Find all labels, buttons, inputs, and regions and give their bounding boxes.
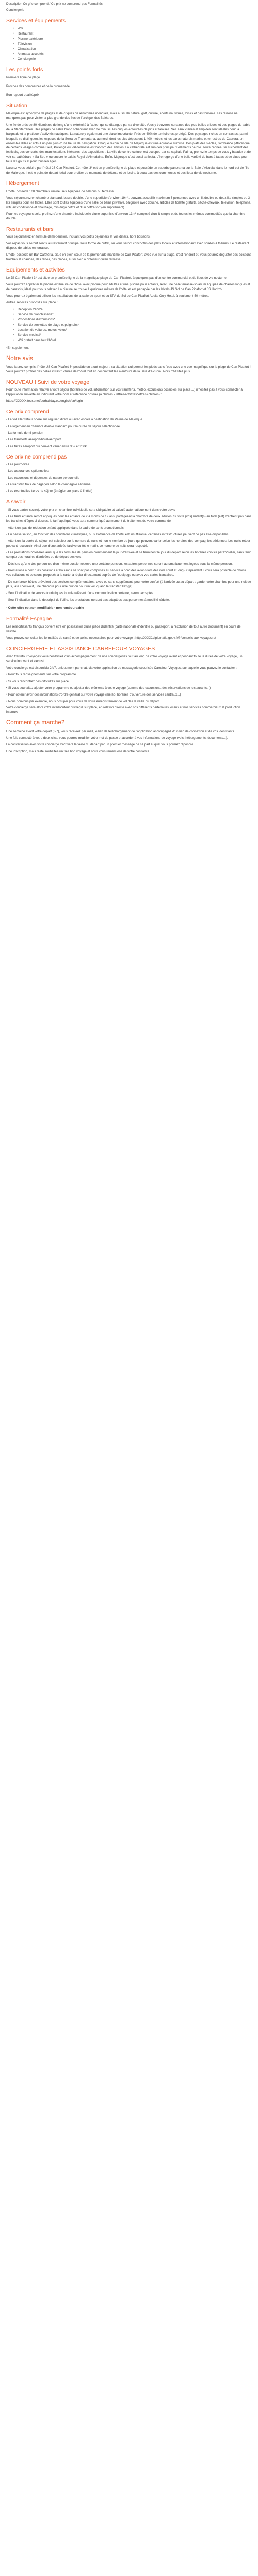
list-item: • Piscine extérieure: [13, 37, 252, 42]
situation-paragraph: Une île de près de 80 kilomètres de long d'une extrémité à l'autre, qui se distingue par sa diversité. Vous y trouverez certaines des plus belles criques et des plages de sable de la Méditerranée. Des plages de sable blanc cohabitent avec de minuscules criques entourées de pins et falaises. Ses eaux claires et limpides sont idéales pour la baignade et la pratique d'activités nautiques. La nature y également une place importante. Près de 40% de territoire est protégé. Des paysages riches en contrastes, parmi lesquels se distinguent les espaces de la Serra de Tramuntana, au nord, dont les pics dépassent 1 400 mètres, et les parcs naturels marins et terrestres de Cabrera, un ensemble d'îles et îlots à un peu plus d'une heure de navigation. Chaque recoin de l'île de Majorque est une agréable surprise. Des plats des siècles, l'ambiance pittoresque de certains villages comme Deià, Pollença ou Valldemossa est l'accord des artistes. La cathédrale est l'un des principaux éléments de l'île. Toute l'année, se succèdent des festivals, des concerts, des manifestations littéraires, des expositions... La ville de centre culturel est occupée par sa capitale Palma, prenez le temps de vous y balader et de voir sa cathédrale « Sa Seu » ou encore le palais Royal d'Almudaina. Enfin, Majorque c'est aussi la fiesta. L'île regorge d'une belle variété de bars à tapas et de clubs pour tous les goûts et pour tous les âges.: [6, 123, 251, 164]
list-item: - De nombreux hôtels prévoient des services complémentaires, avec ou sans supplément, pour votre confort (à l'arrivée ou au départ : garder votre chambre pour une nuit de plus, late check-out, une chambre pour une nuit ou pour un vol, quand le transfert l'exige).: [6, 580, 251, 588]
services-title: Services et équipements: [6, 17, 66, 24]
points-forts-title: Les points forts: [6, 66, 43, 73]
list-item: - Les taxes aéroport qui peuvent varier entre 30€ et 200€: [6, 444, 87, 448]
list-item: - Les prestations hôtelières ainsi que les formules de pension commencent le jour d'arrivée et se terminent le jour du départ selon les horaires choisis par l'hôtelier, sans tenir compte des horaires d'arrivées ou de départ des vols: [6, 550, 251, 559]
services-list: [13, 27, 252, 62]
list-item: • Si vous rencontrez des difficultés sur place: [6, 679, 69, 683]
list-item: • Télévision: [13, 42, 252, 47]
list-item: • Nous pouvons par exemple, nous occuper pour vous de votre enregistrement de vol dès la veille du départ: [6, 699, 159, 703]
restaurants-paragraph: Vos repas vous seront servis au restaurant principal sous forme de buffet, où vous seront concoctés des plats locaux et internationaux avec soirées à thèmes. Le restaurant dispose de tables en terrasse.: [6, 242, 249, 250]
activites-paragraph: Vous pourrez également utiliser les installations de la salle de sport et du SPA du Sol de Can Picafort Adults Only Hotel, à seulement 50 mètres.: [6, 294, 209, 298]
comment-paragraph: Une semaine avant votre départ (J-7), vous recevrez par mail, le lien de téléchargement de l'application accompagné d'un lien de connexion et de vos identifiants.: [6, 730, 235, 734]
list-item: - Les excursions et dépenses de nature personnelle: [6, 476, 80, 480]
ne-comprend-title: Ce prix ne comprend pas: [6, 453, 67, 460]
hebergement-paragraph: Pour les voyageurs solo, profitez d'une chambre individuelle d'une superficie d'environ 13m² composé d'un lit simple et de toutes les mêmes commodités que la chambre double.: [6, 212, 245, 221]
list-item: - La formule demi-pension: [6, 431, 43, 435]
list-item: - Le vol aller/retour opéré sur régulier, direct ou avec escale à destination de Palma de Majorque: [6, 417, 142, 421]
hebergement-title: Hébergement: [6, 180, 39, 187]
conciergerie-closing: Votre concierge sera alors votre interlocuteur privilégié sur place, en relation directe avec nos différents partenaires locaux et nos services commerciaux et production internes.: [6, 706, 240, 715]
list-item: - Les éventuelles taxes de séjour (à régler sur place à l'hôtel): [6, 489, 92, 494]
list-item: - Le transfert frais de bagages selon la compagnie aérienne: [6, 483, 91, 487]
point-fort: Bon rapport qualité/prix: [6, 93, 39, 97]
list-item: - Les tarifs enfants seront appliqués pour les enfants de 2 à moins de 12 ans, partageant la chambre de deux adultes. Si votre (vos) enfant(s) au total (est) n'entrent pas dans les tranches d'âges ci-dessus, le tarif appliqué vous sera communiqué au moment du traitement de votre commande: [6, 514, 252, 523]
comment-paragraph: Une fois connecté à votre deux clics, vous pourrez modifier votre mot de passe et accéder à vos informations de voyage (vols, hébergements, documents...).: [6, 736, 228, 740]
activites-title: Équipements et activités: [6, 267, 65, 274]
hebergement-paragraph: Vous séjournerez en chambre standard, basse double, d'une superficie d'environ 19m², pouvant accueillir maximum 3 personnes avec un lit double ou deux lits simples ou 3 lits simples pour les triples. Elles sont toutes équipées d'une salle de bains privative, baignoire avec douche, articles de toilette gratuits, sèche-cheveux, télévision, téléphone, wifi, air conditionné et chauffage, mini-frigo coffre et d'un coffre-fort (en supplément).: [6, 196, 251, 209]
savoir-title: A savoir: [6, 499, 26, 505]
activites-paragraph: Vous pourrez apprécier la piscine extérieure de l'hôtel avec piscine pour adultes et une piscine pour enfants, avec une belle terrasse-solarium équipée de chaises longues et de parasols, idéal pour vous relaxer. La piscine se trouve à quelques mètres de l'hôtel et est partagée par les hôtels JS Sol de Can Picafort et JS Horitzó.: [6, 282, 250, 291]
situation-title: Situation: [6, 103, 27, 109]
page: [0, 0, 258, 761]
tracking-link[interactable]: https://XXXXX.tour.enetfourholiday.eu/english/en/login: [6, 399, 83, 403]
list-item: - Prestations à bord : les collations et boissons ne sont pas comprises au service à bord des avions lors des vols court et long - Cependant il vous sera possible de choisir vos collations et boissons proposés à la carte, à régler directement auprès de l'équipage ou avec vos cartes bancaires.: [6, 568, 246, 577]
breadcrumb: Description Ce gîte comprend / Ce prix ne comprend pas Formalités: [6, 2, 103, 6]
list-item: • Conciergerie: [13, 57, 252, 62]
list-item: • Service médical*: [13, 333, 252, 338]
list-item: - Les transferts aéroport/hôtel/aéroport: [6, 437, 61, 442]
comment-paragraph: La conversation avec votre concierge s'activera la veille du départ par un premier message de sa part auquel vous pourrez répondre.: [6, 743, 195, 747]
situation-paragraph: Laissez-vous séduire par l'hôtel JS Can Picafort. Cet hôtel 3* est en première ligne de plage et possède un superbe panorama sur la Baie d'Alcudia, dans le nord-est de l'île de Majorque. Il est le point de départ idéal pour profiter de moments de détente et de loisirs, à deux pas des commerces et des lieux de vie nocturne.: [6, 166, 249, 175]
footnote: *En supplément: [6, 346, 29, 350]
nouveau-paragraph: Pour toute information relative à votre séjour (horaires de vol, information sur vos transferts, météo, excursions possibles sur place,...) n'hésitez pas à vous connecter à l'application suivante en indiquant votre nom et référence dossier (à chiffres - lettres&chiffres/lettres&chiffres) :: [6, 388, 243, 397]
comprend-title: Ce prix comprend: [6, 409, 49, 415]
list-item: - Attention, pas de réduction enfant appliquée dans le cadre de tarifs promotionnels: [6, 526, 124, 530]
list-item: • Pour obtenir avoir des informations d'ordre général sur votre voyage (météo, horaires d'ouverture des services centraux...): [6, 692, 181, 697]
list-item: • Wifi: [13, 27, 252, 31]
list-item: - Le logement en chambre double standard pour la durée de séjour sélectionnée: [6, 424, 120, 428]
list-item: • Location de voitures, motos, vélos*: [13, 328, 252, 333]
list-item: • Si vous souhaitez ajouter votre programme ou ajouter des éléments à votre voyage (comme des excursions, des réservations de restaurants...): [6, 686, 211, 690]
non-modifiable-note: - Cette offre est non modifiable - non remboursable: [6, 606, 84, 611]
avis-paragraph: Vous l'aurez compris, l'hôtel JS Can Picafort 3* possède un atout majeur : sa situation qui permet les pieds dans l'eau avec une vue magnifique sur la plage de Can Picafort ! Vous pourrez profiter des belles infrastructures de l'hôtel tout en découvrant les alentours de la Baie d'Alcudia. Alors n'hésitez plus !: [6, 365, 251, 374]
intro: [6, 2, 252, 13]
list-item: - Si vous partez seul(e), votre prix en chambre individuelle sera obligatoire et calculé automatiquement dans votre devis: [6, 507, 175, 512]
list-item: • Réception 24h/24: [13, 308, 252, 312]
list-item: - Seul l'indication dans le descriptif de l'offre, les prestations ne sont pas adaptées aux personnes à mobilité réduite.: [6, 598, 170, 602]
situation-paragraph: Majorque est synonyme de plages et de criques de renommée mondiale, mais aussi de nature, golf, culture, sports nautiques, loisirs et gastronomie. Les raisons ne manquent pas pour visiter la plus grande des îles de l'archipel des Baléares.: [6, 111, 238, 120]
list-item: • Animaux acceptés: [13, 52, 252, 57]
list-item: • Service de blanchisserie*: [13, 313, 252, 317]
comment-paragraph: Une inscription, mais reste souhaitée un très bon voyage et nous vous remercions de votre confiance.: [6, 750, 150, 754]
conciergerie-title: CONCIERGERIE ET ASSISTANCE CARREFOUR VOYAGES: [6, 646, 155, 652]
formalite-paragraph: Les ressortissants français doivent être en possession d'une pièce d'identité (carte nationale d'identité ou passeport, à l'exclusion de tout autre document) en cours de validité.: [6, 625, 241, 634]
conciergerie-paragraph: Avec Carrefour Voyages vous bénéficiez d'un accompagnement de nos conciergeries tout au long de votre voyage avant et pendant toute la durée de votre voyage, un service innovant et exclusif.: [6, 654, 243, 663]
avis-title: Notre avis: [6, 355, 33, 362]
comment-title: Comment ça marche?: [6, 720, 65, 726]
restaurants-paragraph: Vous séjournerez en formule demi-pension, incluant vos petits déjeuners et vos dîners, hors boissons.: [6, 235, 151, 239]
hebergement-paragraph: L'hôtel possède 100 chambres lumineuses équipées de balcons ou terrasse.: [6, 189, 115, 193]
autres-services-list: [13, 308, 252, 343]
list-item: • Wifi gratuit dans tout l'hôtel: [13, 338, 252, 343]
list-item: • Restaurant: [13, 32, 252, 37]
point-fort: Première ligne de plage: [6, 76, 40, 80]
autres-services-label: Autres services proposés sur place :: [6, 300, 58, 304]
activites-paragraph: Le JS Can Picafort 3* est situé en première ligne de la magnifique plage de Can Picafort, à quelques pas d'un centre commercial et de lieux de vie nocturne.: [6, 276, 228, 280]
conciergerie-paragraph: Votre concierge est disponible 24/7, uniquement par chat, via votre application de messagerie sécurisée Carrefour Voyages, sur laquelle vous pouvez le contacter :: [6, 666, 237, 670]
list-item: • Propositions d'excursions*: [13, 318, 252, 323]
list-item: • Climatisation: [13, 47, 252, 52]
list-item: • Service de serviettes de plage et peignoirs*: [13, 323, 252, 328]
formalite-title: Formalité Espagne: [6, 616, 52, 622]
point-fort: Proches des commerces et de la promenade: [6, 84, 70, 89]
list-item: - Les pourboires: [6, 463, 29, 467]
list-item: - En basse saison, en fonction des conditions climatiques, ou si l'affluence de l'hôtel est insuffisante, certaines infrastructures peuvent ne pas être disponibles.: [6, 532, 230, 536]
breadcrumb-cont: Conciergerie: [6, 8, 25, 12]
list-item: - Les assurances optionnelles: [6, 469, 49, 473]
list-item: • Pour tous renseignements sur votre programme: [6, 672, 76, 676]
list-item: - Seul l'indication de service touristiques fournie relèvent d'une communication certaine, seront acceptés.: [6, 591, 154, 595]
list-item: - Dès lors qu'une des personnes d'un même dossier réserve une certaine pension, les autres personnes seront automatiquement logées sous la même pension.: [6, 562, 233, 566]
restaurants-paragraph: L'hôtel possède un Bar-Cafétéria, situé en plein cœur de la promenade maritime de Can Picafort, avec vue sur la plage, c'est l'endroit où vous pourrez déguster des boissons fraîches et chaudes, des tartes, des glaces, aussi bien à l'intérieur qu'en terrasse.: [6, 253, 252, 262]
formalite-paragraph: Vous pouvez consulter les formalités de santé et de police nécessaires pour votre voyage : http://XXXX.diplomatie.gouv.fr/fr/conseils-aux-voyageurs/: [6, 636, 216, 640]
list-item: - Attention, la durée du séjour est calculée sur le nombre de nuits et non le nombre de jours qui peuvent varier selon les horaires des compagnies aériennes. Les nuits retour pouvant raccourcir. Ainsi que d'une arrivée tardive ou tôt le matin, ce nombre de nuits sera respecté.: [6, 539, 250, 548]
restaurants-title: Restaurants et bars: [6, 226, 54, 232]
nouveau-title: NOUVEAU ! Suivi de votre voyage: [6, 379, 90, 385]
